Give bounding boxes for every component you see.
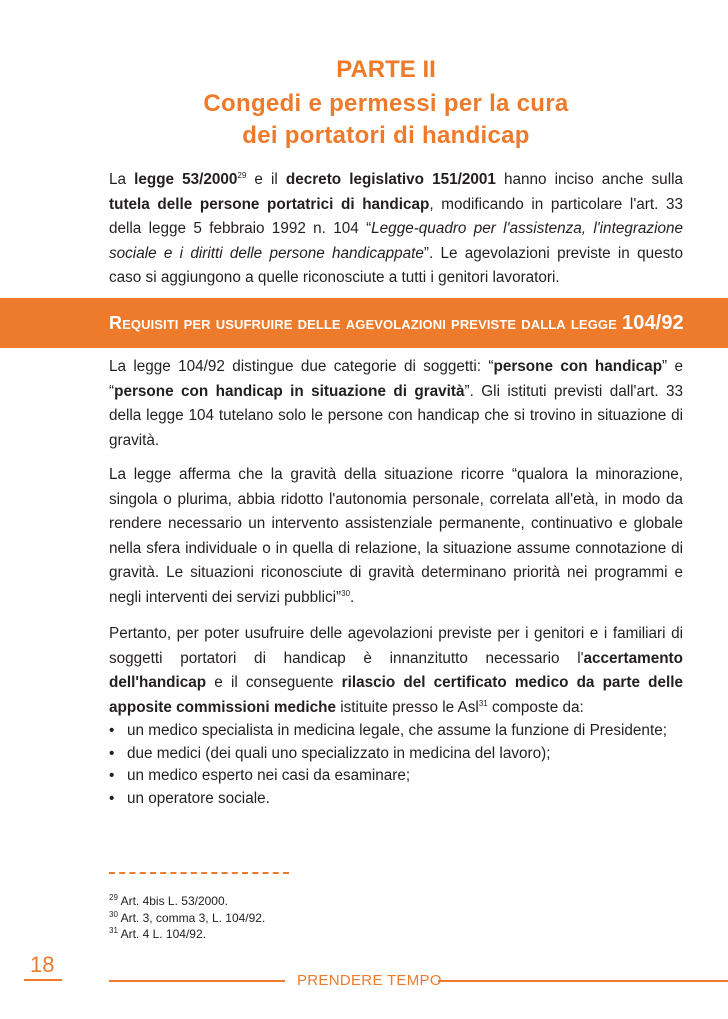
list-item: • un medico esperto nei casi da esaminare; <box>109 765 689 788</box>
list-item: • un operatore sociale. <box>109 788 689 811</box>
footnote-31: $^{31}$ Art. 4 L. 104/92. <box>109 926 206 941</box>
footer-rule-right <box>438 980 728 982</box>
paragraph-gravity: La legge afferma che la gravità della situazione ricorre “qualora la minorazione, singola o plurima, abbia ridotto l'autonomia personale, correlata all'età, in modo da rendere necessario un intervento assistenziale permanente, continuativo e globale nella sfera individuale o in quella di relazione, la situazione assume connotazione di gravità. Le situazioni riconosciute di gravità determinano priorità nei programmi e negli interventi dei servizi pubblici”$^{30}$. <box>109 466 683 606</box>
footnote-ref-29[interactable]: 29 <box>237 170 247 180</box>
paragraph-requirements: Pertanto, per poter usufruire delle agevolazioni previste per i genitori e i familiari di soggetti portatori di handicap è innanzitutto necessario l'accertamento dell'handicap e il conseguente rilascio del certificato medico da parte delle apposite commissioni mediche istituite presso le Asl$^{31}$ composte da: <box>109 625 683 716</box>
footnote-ref-30[interactable]: 30 <box>341 588 351 598</box>
chapter-title-line-2: dei portatori di handicap <box>242 122 530 149</box>
commission-members-list <box>109 720 689 810</box>
list-item: • un medico specialista in medicina legale, che assume la funzione di Presidente; <box>109 720 689 743</box>
running-title: PRENDERE TEMPO <box>297 972 442 989</box>
footnotes <box>109 893 265 943</box>
page-number-rule <box>24 979 62 981</box>
chapter-title-line-1: Congedi e permessi per la cura <box>203 90 569 117</box>
footer-rule-left <box>109 980 285 982</box>
footnote-30: $^{30}$ Art. 3, comma 3, L. 104/92. <box>109 909 266 925</box>
part-label: PARTE II <box>336 56 436 83</box>
footnote-separator <box>109 872 289 874</box>
list-item: • due medici (dei quali uno specializzato in medicina del lavoro); <box>109 743 689 766</box>
section-heading: Requisiti per usufruire delle agevolazioni previste dalla legge 104/92 <box>109 312 684 334</box>
footnote-ref-31[interactable]: 31 <box>478 698 488 708</box>
footnote-29: $^{29}$ Art. 4bis L. 53/2000. <box>109 893 228 908</box>
page-number: 18 <box>30 952 55 977</box>
paragraph-categories: La legge 104/92 distingue due categorie di soggetti: “persone con handicap” e “persone con handicap in situazione di gravità”. Gli istituti previsti dall'art. 33 della legge 104 tutelano solo le persone con handicap che si trovino in situazione di gravità. <box>109 358 683 449</box>
intro-paragraph: La legge 53/2000$^{29}$ e il decreto legislativo 151/2001 hanno inciso anche sulla tutela delle persone portatrici di handicap, modificando in particolare l'art. 33 della legge 5 febbraio 1992 n. 104 “Legge-quadro per l'assistenza, l'integrazione sociale e i diritti delle persone handicappate”. Le agevolazioni previste in questo caso si aggiungono a quelle riconosciute a tutti i genitori lavoratori. <box>109 170 684 286</box>
